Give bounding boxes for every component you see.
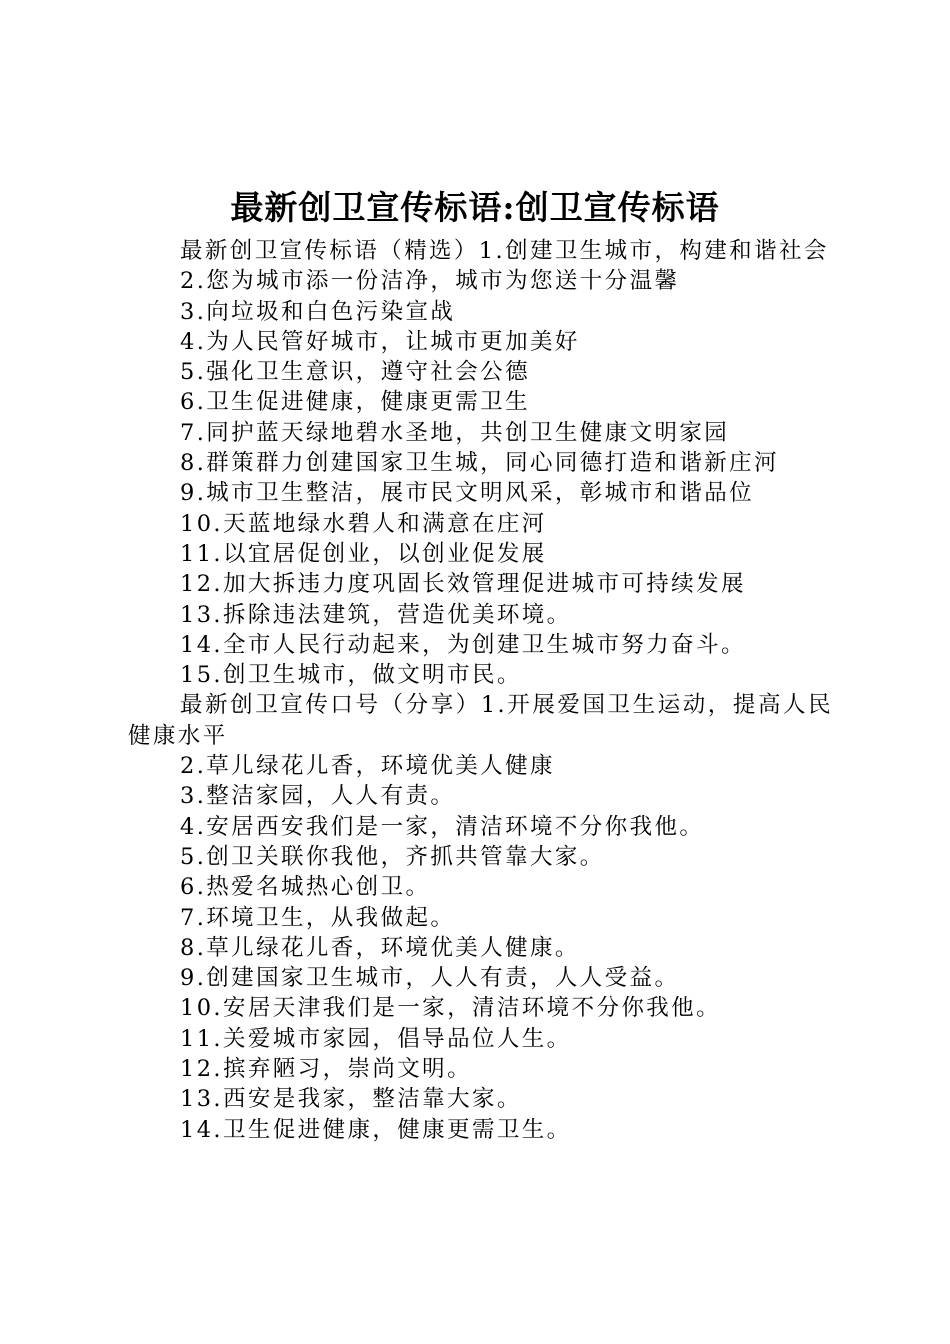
slogan-item: 12.摈弃陋习，崇尚文明。 <box>180 1056 472 1083</box>
slogan-item: 6.热爱名城热心创卫。 <box>180 874 431 901</box>
slogan-item: 13.拆除违法建筑，营造优美环境。 <box>180 601 572 628</box>
section2-intro: 最新创卫宣传口号（分享）1.开展爱国卫生运动，提高人民健康水平 <box>128 692 833 749</box>
section1-list <box>128 266 833 690</box>
slogan-item: 13.西安是我家，整洁靠大家。 <box>180 1086 522 1113</box>
slogan-item: 14.卫生促进健康，健康更需卫生。 <box>180 1116 572 1143</box>
slogan-item: 9.城市卫生整洁，展市民文明风采，彰城市和谐品位 <box>180 480 755 507</box>
slogan-item: 15.创卫生城市，做文明市民。 <box>180 662 522 689</box>
slogan-item: 4.安居西安我们是一家，清洁环境不分你我他。 <box>180 813 705 840</box>
slogan-item: 9.创建国家卫生城市，人人有责，人人受益。 <box>180 965 680 992</box>
slogan-item: 12.加大拆违力度巩固长效管理促进城市可持续发展 <box>180 571 746 598</box>
slogan-item: 14.全市人民行动起来，为创建卫生城市努力奋斗。 <box>180 631 746 658</box>
document-body <box>128 236 833 1145</box>
slogan-item: 8.群策群力创建国家卫生城，同心同德打造和谐新庄河 <box>180 450 779 477</box>
slogan-item: 11.关爱城市家园，倡导品位人生。 <box>180 1025 572 1052</box>
section2-list <box>128 751 833 1145</box>
slogan-item: 8.草儿绿花儿香，环境优美人健康。 <box>180 934 580 961</box>
slogan-item: 3.向垃圾和白色污染宣战 <box>180 298 456 325</box>
slogan-item: 4.为人民管好城市，让城市更加美好 <box>180 328 580 355</box>
slogan-item: 10.安居天津我们是一家，清洁环境不分你我他。 <box>180 995 721 1022</box>
slogan-item: 3.整洁家园，人人有责。 <box>180 783 456 810</box>
section1-intro: 最新创卫宣传标语（精选）1.创建卫生城市，构建和谐社会 <box>180 238 829 264</box>
slogan-item: 5.创卫关联你我他，齐抓共管靠大家。 <box>180 843 605 870</box>
document-title: 最新创卫宣传标语:创卫宣传标语 <box>230 188 720 227</box>
slogan-item: 5.强化卫生意识，遵守社会公德 <box>180 359 530 386</box>
slogan-item: 7.环境卫生，从我做起。 <box>180 904 456 931</box>
slogan-item: 7.同护蓝天绿地碧水圣地，共创卫生健康文明家园 <box>180 419 730 446</box>
slogan-item: 2.您为城市添一份洁净，城市为您送十分温馨 <box>180 268 680 295</box>
slogan-item: 6.卫生促进健康，健康更需卫生 <box>180 389 530 416</box>
slogan-item: 10.天蓝地绿水碧人和满意在庄河 <box>180 510 547 537</box>
slogan-item: 2.草儿绿花儿香，环境优美人健康 <box>180 753 555 780</box>
slogan-item: 11.以宜居促创业，以创业促发展 <box>180 540 547 567</box>
